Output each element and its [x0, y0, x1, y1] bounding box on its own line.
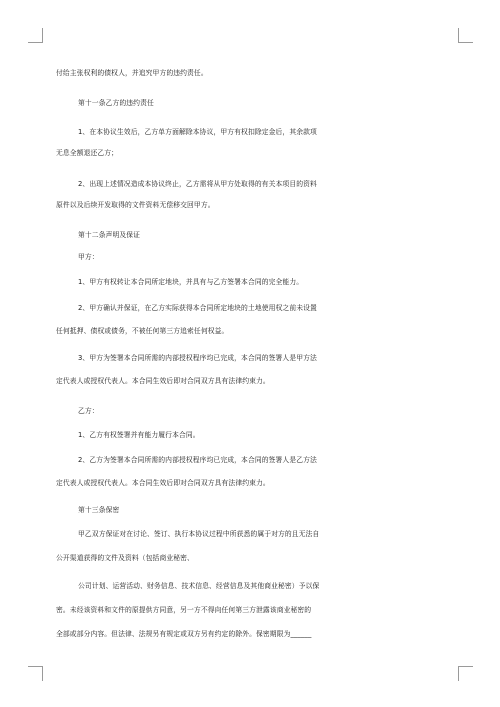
paragraph-line: 1、甲方有权转让本合同所定地块，并具有与乙方签署本合同的完全能力。 [78, 278, 304, 286]
paragraph-line: 1、在本协议生效后，乙方单方面解除本协议，甲方有权扣除定金后，其余款项 [78, 128, 317, 136]
paragraph-line: 定代表人或授权代表人。本合同生效后即对合同双方具有法律约束力。 [56, 479, 270, 487]
crop-mark-bottom-right [458, 666, 473, 681]
paragraph-line: 公司计划、运营活动、财务信息、技术信息、经营信息及其他商业秘密）予以保 [78, 582, 320, 590]
paragraph-line: 1、乙方有权签署并有能力履行本合同。 [78, 431, 200, 439]
paragraph-line: 公开渠道获得的文件及资料（包括商业秘密、 [56, 554, 194, 562]
paragraph-line: 2、甲方确认并保证，在乙方实际获得本合同所定地块的土地使用权之前未设置 [78, 304, 317, 312]
paragraph-line: 付给主张权利的债权人，并追究甲方的违约责任。 [56, 69, 208, 77]
crop-mark-top-right [458, 28, 473, 43]
paragraph-line: 无息全额退还乙方； [56, 149, 119, 157]
crop-mark-top-left [28, 28, 43, 43]
section-heading-12: 第十二条声明及保证 [78, 231, 141, 239]
section-heading-11: 第十一条乙方的违约责任 [78, 99, 154, 107]
party-a-label: 甲方： [78, 253, 99, 261]
paragraph-line: 3、甲方为签署本合同所需的内部授权程序均已完成，本合同的签署人是甲方法 [78, 354, 317, 362]
party-b-label: 乙方： [78, 407, 99, 415]
paragraph-line: 全部或部分内容。但法律、法规另有规定或双方另有约定的除外。保密期限为______ [56, 630, 312, 638]
paragraph-line: 密。未经该资料和文件的原提供方同意，另一方不得向任何第三方泄露该商业秘密的 [56, 606, 312, 614]
paragraph-line: 定代表人或授权代表人。本合同生效后即对合同双方具有法律约束力。 [56, 377, 270, 385]
section-heading-13: 第十三条保密 [78, 506, 120, 514]
crop-mark-bottom-left [28, 666, 43, 681]
paragraph-line: 2、乙方为签署本合同所需的内部授权程序均已完成，本合同的签署人是乙方法 [78, 456, 317, 464]
paragraph-line: 2、出现上述情况造成本协议终止，乙方需将从甲方处取得的有关本项目的资料 [78, 180, 317, 188]
paragraph-line: 甲乙双方保证对在讨论、签订、执行本协议过程中所获悉的属于对方的且无法自 [78, 530, 320, 538]
paragraph-line: 任何抵押、债权或债务，不被任何第三方追索任何权益。 [56, 327, 229, 335]
paragraph-line: 原件以及后续开发取得的文件资料无偿移交回甲方。 [56, 201, 215, 209]
